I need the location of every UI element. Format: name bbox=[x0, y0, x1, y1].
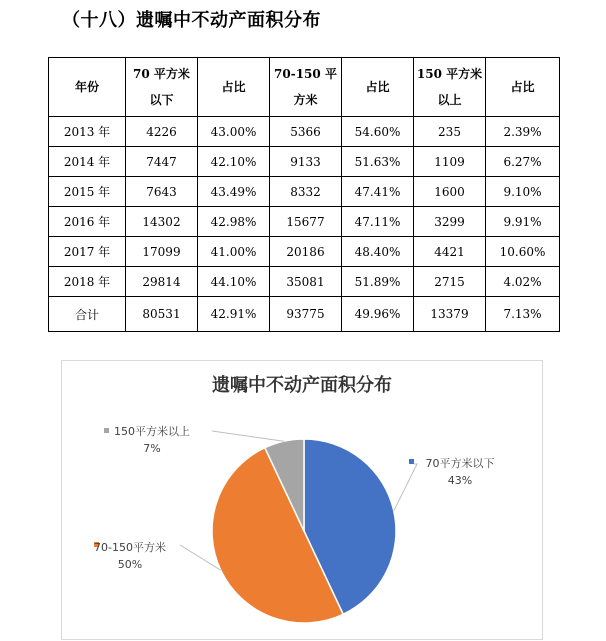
table-cell: 7643 bbox=[126, 177, 198, 207]
table-cell: 47.11% bbox=[342, 207, 414, 237]
table-cell: 43.00% bbox=[198, 117, 270, 147]
slice-name-label: 150平方米以上 bbox=[114, 425, 190, 438]
table-cell: 15677 bbox=[270, 207, 342, 237]
header-text: 70-150 平 bbox=[274, 67, 337, 81]
table-cell: 2018 年 bbox=[49, 267, 126, 297]
leader-line-2 bbox=[212, 431, 284, 441]
table-cell: 3299 bbox=[414, 207, 486, 237]
table-cell: 7.13% bbox=[486, 297, 560, 332]
table-row bbox=[49, 297, 560, 332]
slice-name-label: 70平方米以下 bbox=[425, 457, 495, 470]
header-text: 150 平方米 bbox=[416, 67, 483, 81]
slice-name-label: 70-150平方米 bbox=[94, 541, 166, 554]
header-text: 以上 bbox=[437, 93, 462, 107]
slice-percent-label: 43% bbox=[447, 474, 473, 487]
table-cell: 2015 年 bbox=[49, 177, 126, 207]
header-text: 年份 bbox=[74, 80, 99, 94]
table-cell: 80531 bbox=[126, 297, 198, 332]
table-cell: 5366 bbox=[270, 117, 342, 147]
table-cell: 2715 bbox=[414, 267, 486, 297]
table-cell: 44.10% bbox=[198, 267, 270, 297]
header-cell bbox=[270, 58, 342, 117]
table-cell: 17099 bbox=[126, 237, 198, 267]
table-cell: 42.10% bbox=[198, 147, 270, 177]
table-cell: 8332 bbox=[270, 177, 342, 207]
table-cell: 4226 bbox=[126, 117, 198, 147]
table-cell: 47.41% bbox=[342, 177, 414, 207]
table-cell: 1109 bbox=[414, 147, 486, 177]
table-cell: 9.91% bbox=[486, 207, 560, 237]
table-cell: 93775 bbox=[270, 297, 342, 332]
table-cell: 2016 年 bbox=[49, 207, 126, 237]
table-cell: 2014 年 bbox=[49, 147, 126, 177]
table-row bbox=[49, 237, 560, 267]
table-cell: 41.00% bbox=[198, 237, 270, 267]
header-cell bbox=[198, 58, 270, 117]
table-cell: 合计 bbox=[49, 297, 126, 332]
table-header-row bbox=[49, 58, 560, 117]
chart-title: 遗嘱中不动产面积分布 bbox=[212, 375, 392, 396]
table-cell: 51.89% bbox=[342, 267, 414, 297]
table-cell: 35081 bbox=[270, 267, 342, 297]
header-cell bbox=[414, 58, 486, 117]
table-cell: 9.10% bbox=[486, 177, 560, 207]
table-body bbox=[49, 117, 560, 332]
table-cell: 54.60% bbox=[342, 117, 414, 147]
slice-percent-label: 7% bbox=[143, 442, 161, 455]
pie-chart bbox=[61, 360, 543, 640]
header-text: 方米 bbox=[293, 93, 318, 107]
table-cell: 42.91% bbox=[198, 297, 270, 332]
table-cell: 9133 bbox=[270, 147, 342, 177]
header-text: 70 平方米 bbox=[133, 67, 190, 81]
table-row bbox=[49, 147, 560, 177]
pie-chart-svg bbox=[62, 361, 544, 641]
table-cell: 48.40% bbox=[342, 237, 414, 267]
table-row bbox=[49, 117, 560, 147]
table-row bbox=[49, 177, 560, 207]
table-cell: 43.49% bbox=[198, 177, 270, 207]
table-cell: 51.63% bbox=[342, 147, 414, 177]
table-cell: 42.98% bbox=[198, 207, 270, 237]
table-row bbox=[49, 267, 560, 297]
header-cell bbox=[486, 58, 560, 117]
header-text: 占比 bbox=[365, 80, 390, 94]
table-cell: 10.60% bbox=[486, 237, 560, 267]
table-cell: 1600 bbox=[414, 177, 486, 207]
table-cell: 14302 bbox=[126, 207, 198, 237]
section-title: （十八）遗嘱中不动产面积分布 bbox=[62, 10, 321, 31]
table-cell: 235 bbox=[414, 117, 486, 147]
table-cell: 6.27% bbox=[486, 147, 560, 177]
header-cell bbox=[49, 58, 126, 117]
table-cell: 2017 年 bbox=[49, 237, 126, 267]
table-cell: 29814 bbox=[126, 267, 198, 297]
header-cell bbox=[342, 58, 414, 117]
table-cell: 2.39% bbox=[486, 117, 560, 147]
header-cell bbox=[126, 58, 198, 117]
table-cell: 7447 bbox=[126, 147, 198, 177]
header-text: 占比 bbox=[510, 80, 535, 94]
leader-line-0 bbox=[394, 464, 417, 511]
slice-percent-label: 50% bbox=[117, 558, 143, 571]
area-distribution-table bbox=[48, 57, 560, 332]
label-key-0 bbox=[409, 459, 414, 464]
table-cell: 13379 bbox=[414, 297, 486, 332]
table-row bbox=[49, 207, 560, 237]
table-cell: 4.02% bbox=[486, 267, 560, 297]
header-text: 占比 bbox=[221, 80, 246, 94]
table-cell: 4421 bbox=[414, 237, 486, 267]
table-cell: 20186 bbox=[270, 237, 342, 267]
table-cell: 49.96% bbox=[342, 297, 414, 332]
header-text: 以下 bbox=[149, 93, 174, 107]
table-cell: 2013 年 bbox=[49, 117, 126, 147]
label-key-2 bbox=[104, 428, 109, 433]
